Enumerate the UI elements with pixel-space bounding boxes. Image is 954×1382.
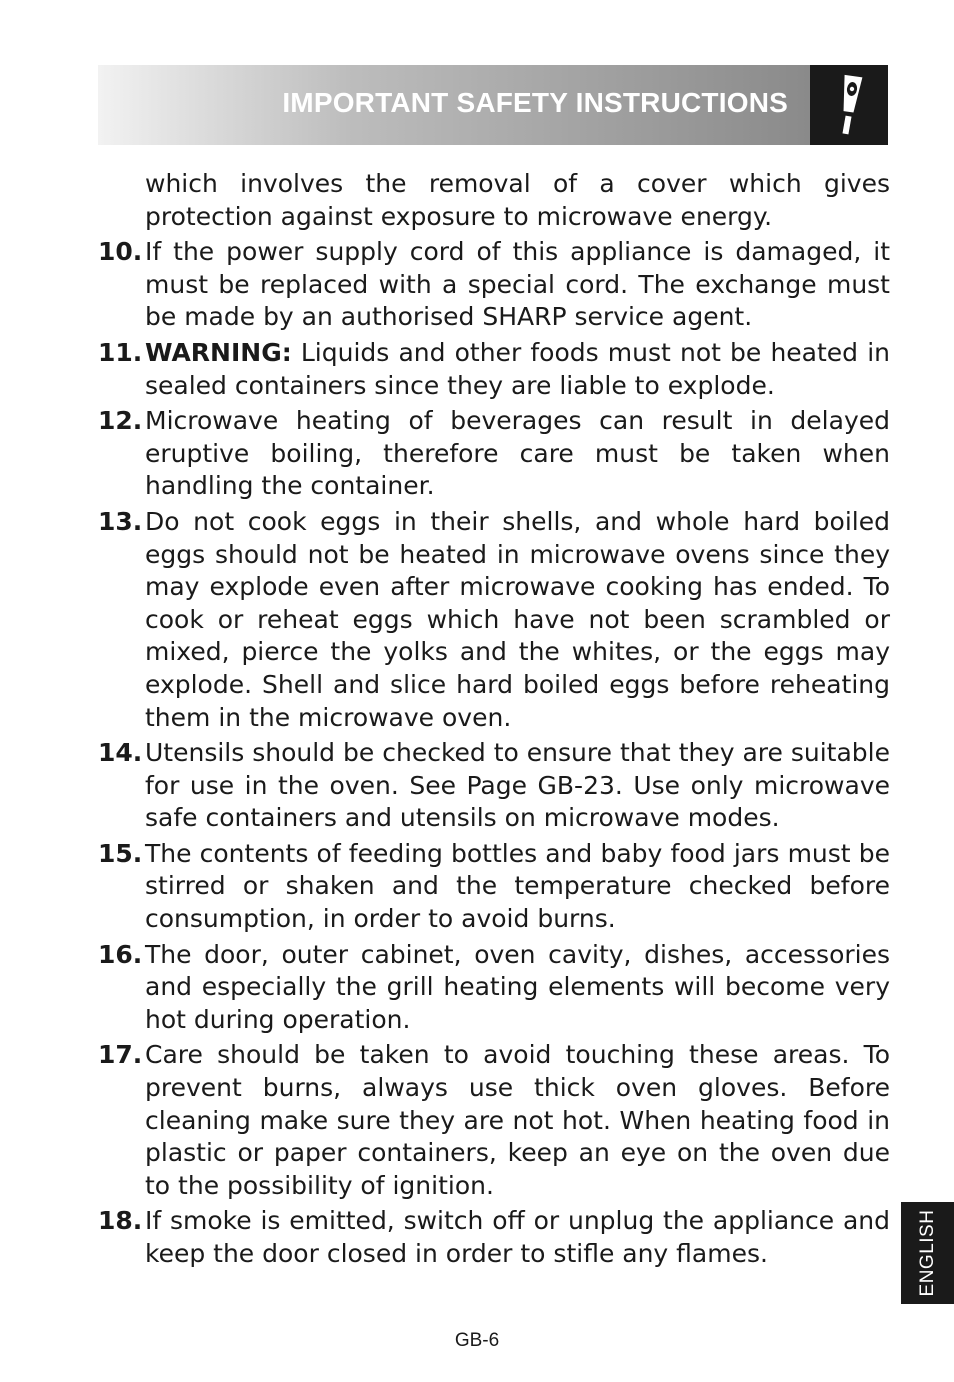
item-text: The door, outer cabinet, oven cavity, dishes, accessories and especially the grill heating elements will become very hot during operation. [145,939,890,1034]
warning-label: WARNING: [145,337,292,367]
list-item [98,405,890,503]
item-text: Microwave heating of beverages can result in delayed eruptive boiling, therefore care must be taken when handling the container. [145,406,890,501]
item-number: 17. [98,1040,143,1070]
item-number: 16. [98,939,143,969]
item-text: If smoke is emitted, switch off or unplug the appliance and keep the door closed in order to stifle any flames. [145,1206,890,1268]
list-item [98,1205,890,1270]
item-text: The contents of feeding bottles and baby food jars must be stirred or shaken and the temperature checked before consumption, in order to avoid burns. [145,838,890,934]
list-item [98,1039,890,1202]
item-text: Care should be taken to avoid touching these areas. To prevent burns, always use thick oven gloves. Before cleaning make sure they are not hot. When heating food in plastic or paper containers, keep an eye on the oven due to the possibility of ignition. [145,1040,890,1200]
item-number: 11. [98,337,143,367]
list-item [98,939,890,1037]
item-text: If the power supply cord of this appliance is damaged, it must be replaced with a special cord. The exchange must be made by an authorised SHARP service agent. [145,237,890,332]
list-item [98,506,890,734]
header-icon-box [810,65,888,145]
instructions-list [98,168,890,1274]
page-number: GB-6 [454,1330,500,1351]
item-number: 10. [98,237,143,267]
list-item [98,236,890,334]
item-text: Utensils should be checked to ensure that they are suitable for use in the oven. See Page GB-23. Use only microwave safe containers and utensils on microwave modes. [145,738,890,833]
list-item [98,838,890,936]
item-number: 18. [98,1206,143,1236]
item-number: 13. [98,506,143,536]
list-item [98,337,890,402]
item-number: 12. [98,406,143,436]
continued-paragraph: which involves the removal of a cover which gives protection against exposure to microwave energy. [145,169,890,231]
list-item [98,737,890,835]
item-text-container [145,337,890,402]
item-number: 14. [98,738,143,768]
header-banner [98,65,810,145]
language-tab [901,1202,954,1304]
info-icon [830,74,868,136]
item-text: Liquids and other foods must not be heated in sealed containers since they are liable to explode. [145,337,890,400]
item-number: 15. [98,838,143,868]
item-text: Do not cook eggs in their shells, and whole hard boiled eggs should not be heated in microwave ovens since they may explode even after microwave cooking has ended. To cook or reheat eggs which have not been scrambled or mixed, pierce the yolks and the whites, or the eggs may explode. Shell and slice hard boiled eggs before reheating them in the microwave oven. [145,506,890,732]
page-title: IMPORTANT SAFETY INSTRUCTIONS [282,87,788,118]
language-label: ENGLISH [916,1209,938,1297]
